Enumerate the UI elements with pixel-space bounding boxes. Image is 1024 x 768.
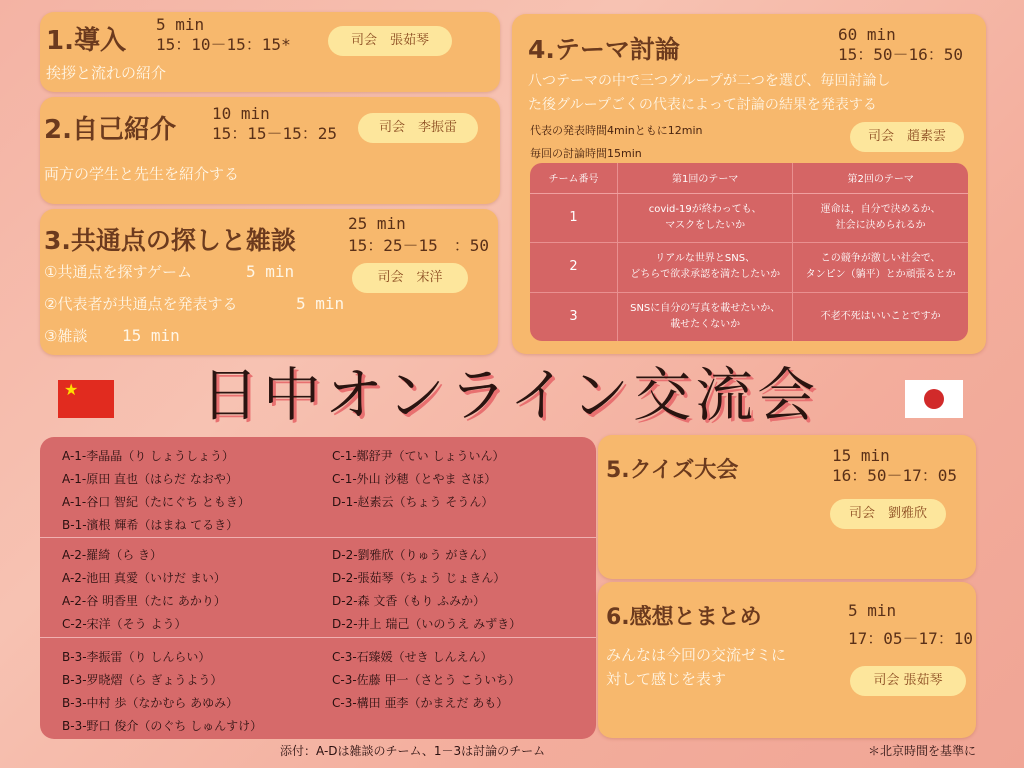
section-2-duration: 10 min [212,104,270,123]
section-1-host: 司会 張茹琴 [328,26,452,56]
section-6-duration: 5 min [848,601,897,620]
section-3-item-1-duration: 5 min [246,262,295,281]
event-title-banner: 日中オンライン交流会 [200,361,820,429]
section-6-desc-1: みんなは今回の交流ゼミに [606,646,787,664]
star-icon: ★ [64,380,79,399]
table-cell-theme-1 [618,292,793,341]
theme-line: 不老不死はいいことですか [820,310,941,322]
section-5-title: 5.クイズ大会 [606,458,739,483]
section-3-item-3: ③雑談 [44,327,88,345]
theme-line: 載せたくないか [670,318,741,330]
section-4-host: 司会 趙素雲 [850,122,964,152]
section-2-host: 司会 李振雷 [358,113,478,143]
table-header-team: チーム番号 [530,163,618,193]
section-2-time: 15：15－15：25 [212,124,338,143]
member-item: C-2-宋洋（そう よう） [62,617,187,631]
member-item: B-3-罗晓熠（ら ぎょうよう） [62,673,223,687]
section-4-desc-1: 八つテーマの中で三つグループが二つを選び、毎回討論し [528,73,891,89]
japan-flag-icon [905,380,963,418]
table-row [530,243,968,293]
section-4-note-1: 代表の発表時間4minともに12min [530,124,703,137]
section-3-item-1: ①共通点を探すゲーム [44,263,192,281]
section-1-desc: 挨拶と流れの紹介 [46,64,167,82]
theme-line: マスクをしたいか [665,219,746,231]
section-5-card [598,435,976,579]
member-group-2 [40,537,596,637]
section-1-time: 15：10－15：15* [156,35,291,54]
section-5-duration: 15 min [832,446,890,465]
section-3-item-2: ②代表者が共通点を発表する [44,295,238,313]
section-3-title: 3.共通点の探しと雑談 [44,226,296,255]
discussion-table [530,163,968,341]
section-3-item-3-duration: 15 min [122,326,180,345]
section-6-host: 司会 張茹琴 [850,666,966,696]
footer-note: 添付：A-Dは雑談のチーム、1－3は討論のチーム [280,744,546,758]
member-item: D-2-張茹琴（ちょう じょきん） [332,571,506,585]
theme-line: covid-19が終わっても、 [648,203,762,215]
member-item: A-1-李晶晶（り しょうしょう） [62,449,235,463]
section-3-duration: 25 min [348,214,406,233]
section-1-card [40,12,500,92]
table-cell-theme-1 [618,243,793,293]
theme-line: 運命は，自分で決めるか、 [820,203,941,215]
sun-disc-icon [924,389,944,409]
member-item: A-1-原田 直也（はらだ なおや） [62,472,238,486]
table-header-round-2: 第2回のテーマ [793,163,968,193]
table-cell-theme-2 [793,193,968,243]
member-item: D-2-劉雅欣（りゅう がきん） [332,548,494,562]
member-item: C-3-構田 亜李（かまえだ あも） [332,696,509,710]
theme-line: どちらで欲求承認を満たしたいか [630,269,781,281]
member-item: C-3-石臻媛（せき しんえん） [332,650,493,664]
section-1-title: 1.導入 [46,26,126,56]
member-item: A-1-谷口 智紀（たにぐち ともき） [62,495,250,509]
members-panel [40,437,596,739]
section-6-desc-2: 対して感じを表す [606,670,727,688]
theme-line: リアルな世界とSNS、 [655,253,756,265]
section-3-card [40,209,498,355]
section-4-desc-2: た後グループごくの代表によって討論の結果を発表する [528,97,877,113]
table-cell-team: 2 [530,243,618,293]
theme-line: タンピン（躺平）とか頑張るとか [805,269,956,281]
section-6-time: 17：05－17：10 [848,629,974,648]
section-4-note-2: 毎回の討論時間15min [530,147,642,160]
table-cell-team: 1 [530,193,618,243]
table-header-round-1: 第1回のテーマ [618,163,793,193]
section-1-duration: 5 min [156,15,205,34]
member-item: B-1-濱根 輝希（はまね てるき） [62,518,239,532]
section-3-item-2-duration: 5 min [296,294,345,313]
member-item: D-2-井上 瑞己（いのうえ みずき） [332,617,522,631]
member-item: C-3-佐藤 甲一（さとう こういち） [332,673,521,687]
section-4-duration: 60 min [838,25,896,44]
member-group-1 [40,437,596,537]
table-cell-theme-2 [793,243,968,293]
theme-line: SNSに自分の写真を載せたいか、 [630,302,781,314]
theme-line: この競争が激しい社会で、 [820,253,941,265]
member-item: C-1-鄭舒尹（てい しょういん） [332,449,505,463]
table-row [530,292,968,341]
section-2-title: 2.自己紹介 [44,115,176,145]
member-item: D-1-赵素云（ちょう そうん） [332,495,494,509]
theme-line: 社会に決められるか [835,219,926,231]
table-header-row [530,163,968,193]
section-3-host: 司会 宋洋 [352,263,468,293]
section-5-time: 16：50－17：05 [832,466,958,485]
member-item: B-3-野口 俊介（のぐち しゅんすけ） [62,719,263,733]
section-2-desc: 両方の学生と先生を紹介する [44,165,240,183]
section-6-card [598,582,976,738]
member-group-3 [40,637,596,739]
member-item: D-2-森 文香（もり ふみか） [332,594,486,608]
member-item: A-2-羅綺（ら き） [62,548,163,562]
table-row [530,193,968,243]
member-item: A-2-池田 真愛（いけだ まい） [62,571,226,585]
section-4-title: 4.テーマ討論 [528,35,680,64]
member-item: C-1-外山 沙穂（とやま さほ） [332,472,497,486]
timezone-note: ＊北京時間を基準に [868,744,977,758]
section-4-time: 15：50－16：50 [838,45,964,64]
member-item: A-2-谷 明香里（たに あかり） [62,594,226,608]
member-item: B-3-中村 歩（なかむら あゆみ） [62,696,239,710]
section-6-title: 6.感想とまとめ [606,605,762,630]
table-cell-theme-1 [618,193,793,243]
member-item: B-3-李振雷（り しんらい） [62,650,211,664]
table-cell-theme-2 [793,292,968,341]
china-flag-icon [58,380,114,418]
table-cell-team: 3 [530,292,618,341]
section-3-time: 15：25－15 ：50 [348,236,490,255]
section-5-host: 司会 劉雅欣 [830,499,946,529]
section-2-card [40,97,500,204]
